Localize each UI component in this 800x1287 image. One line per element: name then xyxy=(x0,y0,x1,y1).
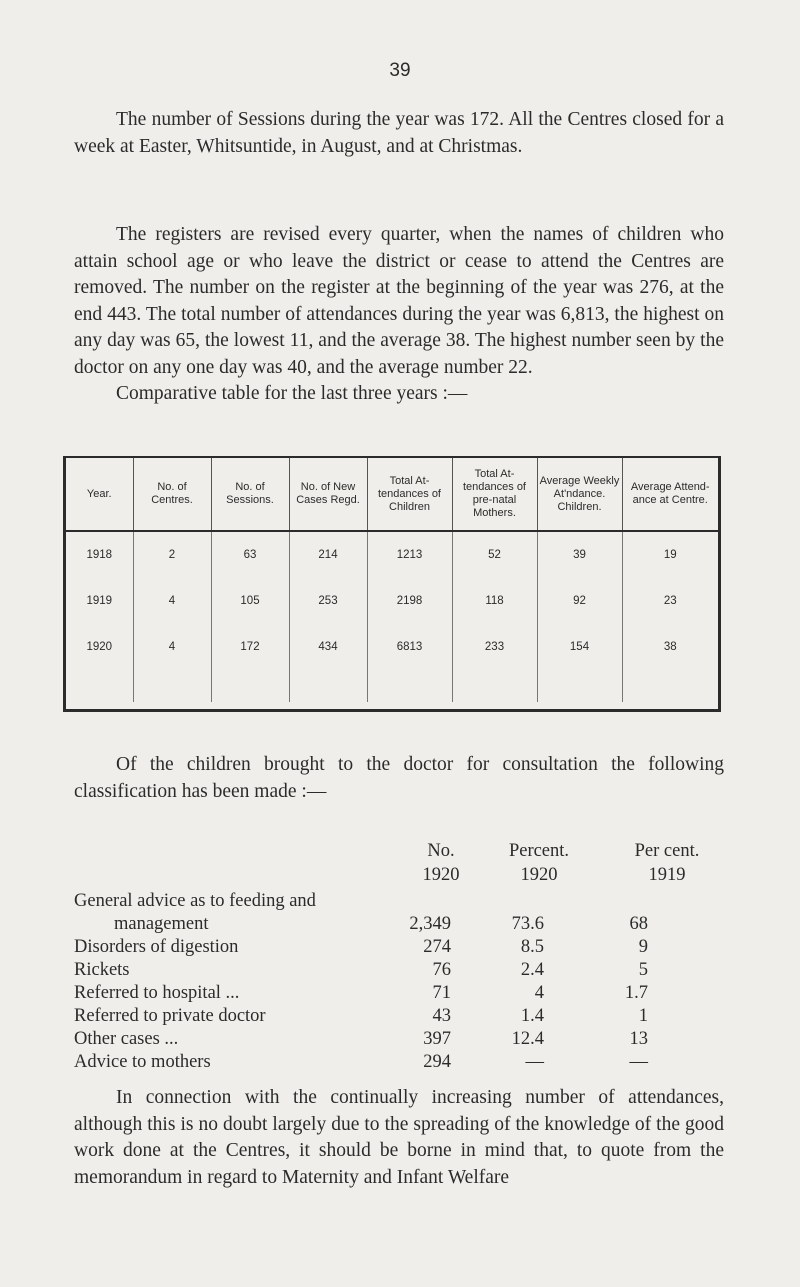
header-attendances-mothers: Total At-tendances of pre-natal Mothers. xyxy=(452,458,537,531)
table-cell: 4 xyxy=(133,624,211,670)
table-spacer-row xyxy=(66,670,718,702)
paragraph-continuation: In connection with the continually increasing number of attendances, although this is no doubt largely due to the spreading of the knowledge of the good work done at the Centres, it should be borne in mind that, to quote from the memorandum in regard to Maternity and Infant Welfare xyxy=(74,1087,724,1188)
row-no: 76 xyxy=(432,960,451,980)
table-row xyxy=(66,578,718,624)
row-label: Advice to mothers xyxy=(74,1052,211,1072)
paragraph-classification-intro: Of the children brought to the doctor for consultation the following classification has been made :— xyxy=(74,754,724,802)
row-pct-1919: 5 xyxy=(638,960,648,980)
table-row xyxy=(66,624,718,670)
table-cell xyxy=(289,670,367,702)
list-item xyxy=(74,914,734,937)
table-cell: 1918 xyxy=(86,549,113,561)
list-item xyxy=(74,1052,734,1075)
list-item xyxy=(74,1006,734,1029)
table-cell: 1920 xyxy=(86,641,113,653)
header-attendances-children: Total At-tendances of Children xyxy=(367,458,452,531)
table-row xyxy=(66,531,718,578)
row-no: 2,349 xyxy=(409,914,451,934)
table-cell: 2198 xyxy=(367,578,452,624)
row-label: Referred to hospital ... xyxy=(74,983,240,1003)
paragraph-registers-text: The registers are revised every quarter, when the names of children who attain school age or who leave the district or cease to attend the Centres are removed. The number on the register at the beginning of the year was 276, at the end 443. The total number of attendances during the year was 6,813, the highest on any day was 65, the lowest 11, and the average 38. The highest number seen by the doctor on any one day was 40, and the average number 22. xyxy=(74,224,724,378)
table-cell xyxy=(537,670,622,702)
header-sessions: No. of Sessions. xyxy=(211,458,289,531)
table-cell: 23 xyxy=(622,578,718,624)
col-header-line: Per cent. xyxy=(634,841,700,861)
row-pct-1920: 2.4 xyxy=(520,960,544,980)
table-cell: 434 xyxy=(289,624,367,670)
row-label: General advice as to feeding and xyxy=(74,891,316,911)
table-cell xyxy=(66,670,133,702)
paragraph-sessions: The number of Sessions during the year was 172. All the Centres closed for a week at Easter, Whitsuntide, in August, and at Christmas. xyxy=(74,109,724,157)
col-header-line: Percent. xyxy=(508,841,570,861)
row-pct-1919: 13 xyxy=(629,1029,648,1049)
table-cell: 63 xyxy=(211,531,289,578)
table-header-row xyxy=(66,458,718,531)
table-cell xyxy=(452,670,537,702)
table-cell xyxy=(133,670,211,702)
table-cell: 214 xyxy=(289,531,367,578)
table-cell: 118 xyxy=(452,578,537,624)
row-no: 397 xyxy=(423,1029,451,1049)
list-item xyxy=(74,937,734,960)
header-centres: No. of Centres. xyxy=(133,458,211,531)
row-pct-1920: 4 xyxy=(534,983,544,1003)
page-number: 39 xyxy=(389,60,411,81)
classification-header xyxy=(74,839,734,891)
table-cell: 38 xyxy=(622,624,718,670)
table-cell: 92 xyxy=(537,578,622,624)
table-intro: Comparative table for the last three years :— xyxy=(116,383,468,404)
row-no: 71 xyxy=(432,983,451,1003)
classification-intro-row xyxy=(74,891,734,914)
col-header-line: 1920 xyxy=(422,865,460,885)
col-header-percent-1920 xyxy=(494,839,584,887)
row-pct-1920: 12.4 xyxy=(511,1029,544,1049)
row-pct-1919: 1 xyxy=(638,1006,648,1026)
list-item xyxy=(74,1029,734,1052)
classification-table xyxy=(74,839,734,1075)
row-label: Rickets xyxy=(74,960,130,980)
comparative-table xyxy=(63,456,721,712)
table-cell: 172 xyxy=(211,624,289,670)
table-cell: 154 xyxy=(537,624,622,670)
table-cell: 1213 xyxy=(367,531,452,578)
list-item xyxy=(74,983,734,1006)
list-item xyxy=(74,960,734,983)
col-header-no xyxy=(396,839,486,887)
row-pct-1919: 68 xyxy=(629,914,648,934)
col-header-line: 1920 xyxy=(520,865,558,885)
row-pct-1920: — xyxy=(525,1052,544,1072)
header-new-cases: No. of New Cases Regd. xyxy=(289,458,367,531)
table-cell xyxy=(622,670,718,702)
header-centre-average: Average Attend-ance at Centre. xyxy=(622,458,718,531)
row-pct-1920: 73.6 xyxy=(511,914,544,934)
row-label: Other cases ... xyxy=(74,1029,179,1049)
col-header-line: 1919 xyxy=(648,865,686,885)
header-year: Year. xyxy=(66,458,133,531)
table-cell: 1919 xyxy=(86,595,113,607)
table-cell xyxy=(211,670,289,702)
row-no: 294 xyxy=(423,1052,451,1072)
table-cell: 253 xyxy=(289,578,367,624)
row-pct-1920: 8.5 xyxy=(520,937,544,957)
row-pct-1920: 1.4 xyxy=(520,1006,544,1026)
table-cell: 233 xyxy=(452,624,537,670)
col-header-line: No. xyxy=(427,841,455,861)
col-header-percent-1919 xyxy=(622,839,712,887)
row-label: management xyxy=(114,914,209,934)
table-cell: 6813 xyxy=(367,624,452,670)
table-cell: 19 xyxy=(622,531,718,578)
row-pct-1919: 1.7 xyxy=(624,983,648,1003)
paragraph-registers xyxy=(74,222,724,408)
table-cell xyxy=(367,670,452,702)
table-cell: 2 xyxy=(133,531,211,578)
table-cell: 4 xyxy=(133,578,211,624)
row-label: Referred to private doctor xyxy=(74,1006,266,1026)
header-weekly-average: Average Weekly At'ndance. Children. xyxy=(537,458,622,531)
row-pct-1919: 9 xyxy=(638,937,648,957)
row-no: 274 xyxy=(423,937,451,957)
row-label: Disorders of digestion xyxy=(74,937,239,957)
table-cell: 39 xyxy=(537,531,622,578)
table-cell: 105 xyxy=(211,578,289,624)
table-cell: 52 xyxy=(452,531,537,578)
row-no: 43 xyxy=(432,1006,451,1026)
row-pct-1919: — xyxy=(629,1052,648,1072)
